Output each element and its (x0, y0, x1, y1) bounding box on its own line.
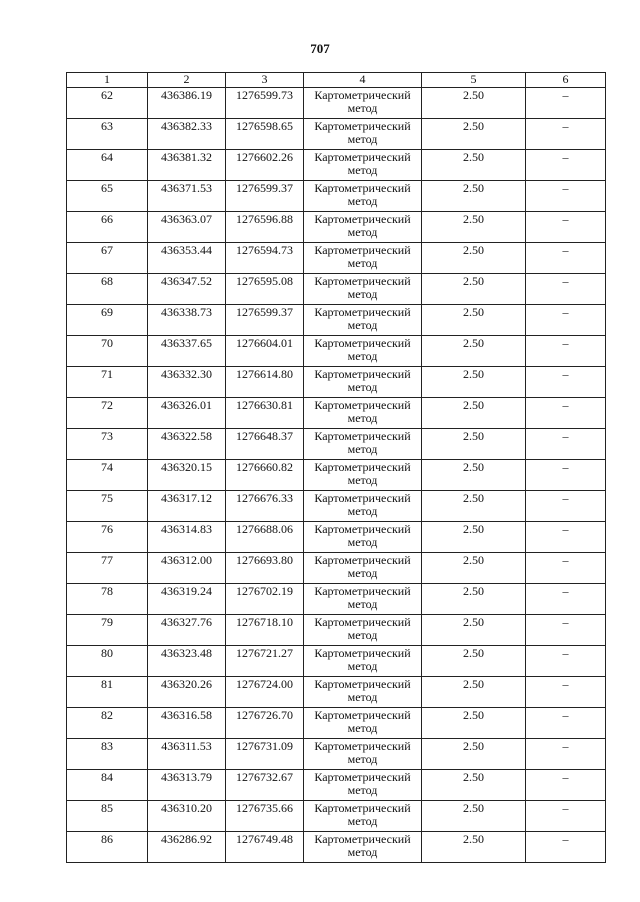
column-header-5: 5 (422, 73, 526, 88)
method-line-2: метод (347, 194, 378, 208)
column-header-1: 1 (67, 73, 148, 88)
note-cell: – (526, 243, 606, 274)
point-number-cell: 76 (67, 522, 148, 553)
method-cell (304, 801, 422, 832)
x-coordinate-cell: 436332.30 (148, 367, 226, 398)
note-cell: – (526, 367, 606, 398)
y-coordinate-cell: 1276596.88 (226, 212, 304, 243)
note-cell: – (526, 305, 606, 336)
y-coordinate-cell: 1276735.66 (226, 801, 304, 832)
method-line-1: Картометрический (314, 119, 411, 133)
error-cell: 2.50 (422, 150, 526, 181)
x-coordinate-cell: 436326.01 (148, 398, 226, 429)
point-number-cell: 73 (67, 429, 148, 460)
x-coordinate-cell: 436363.07 (148, 212, 226, 243)
note-cell: – (526, 460, 606, 491)
x-coordinate-cell: 436316.58 (148, 708, 226, 739)
method-line-1: Картометрический (314, 460, 411, 474)
table-row (67, 119, 606, 150)
method-cell (304, 553, 422, 584)
column-header-3: 3 (226, 73, 304, 88)
error-cell: 2.50 (422, 429, 526, 460)
error-cell: 2.50 (422, 832, 526, 863)
method-line-1: Картометрический (314, 491, 411, 505)
x-coordinate-cell: 436353.44 (148, 243, 226, 274)
method-line-1: Картометрический (314, 88, 411, 102)
point-number-cell: 75 (67, 491, 148, 522)
y-coordinate-cell: 1276660.82 (226, 460, 304, 491)
method-line-2: метод (347, 628, 378, 642)
column-header-4: 4 (304, 73, 422, 88)
x-coordinate-cell: 436311.53 (148, 739, 226, 770)
error-cell: 2.50 (422, 584, 526, 615)
method-line-1: Картометрический (314, 274, 411, 288)
point-number-cell: 83 (67, 739, 148, 770)
method-line-1: Картометрический (314, 584, 411, 598)
method-line-1: Картометрический (314, 429, 411, 443)
point-number-cell: 72 (67, 398, 148, 429)
note-cell: – (526, 119, 606, 150)
method-line-1: Картометрический (314, 522, 411, 536)
method-line-2: метод (347, 659, 378, 673)
point-number-cell: 69 (67, 305, 148, 336)
y-coordinate-cell: 1276702.19 (226, 584, 304, 615)
method-line-1: Картометрический (314, 212, 411, 226)
method-cell (304, 243, 422, 274)
error-cell: 2.50 (422, 212, 526, 243)
error-cell: 2.50 (422, 181, 526, 212)
x-coordinate-cell: 436317.12 (148, 491, 226, 522)
method-cell (304, 88, 422, 119)
point-number-cell: 65 (67, 181, 148, 212)
column-header-2: 2 (148, 73, 226, 88)
y-coordinate-cell: 1276614.80 (226, 367, 304, 398)
table-row (67, 615, 606, 646)
point-number-cell: 78 (67, 584, 148, 615)
error-cell: 2.50 (422, 398, 526, 429)
point-number-cell: 81 (67, 677, 148, 708)
note-cell: – (526, 181, 606, 212)
method-line-2: метод (347, 101, 378, 115)
y-coordinate-cell: 1276630.81 (226, 398, 304, 429)
x-coordinate-cell: 436320.26 (148, 677, 226, 708)
y-coordinate-cell: 1276604.01 (226, 336, 304, 367)
method-line-1: Картометрический (314, 398, 411, 412)
method-line-1: Картометрический (314, 181, 411, 195)
note-cell: – (526, 801, 606, 832)
method-line-2: метод (347, 783, 378, 797)
method-cell (304, 429, 422, 460)
method-line-2: метод (347, 566, 378, 580)
x-coordinate-cell: 436322.58 (148, 429, 226, 460)
note-cell: – (526, 336, 606, 367)
method-cell (304, 739, 422, 770)
note-cell: – (526, 739, 606, 770)
y-coordinate-cell: 1276726.70 (226, 708, 304, 739)
error-cell: 2.50 (422, 522, 526, 553)
method-line-2: метод (347, 535, 378, 549)
method-line-1: Картометрический (314, 646, 411, 660)
method-line-2: метод (347, 814, 378, 828)
y-coordinate-cell: 1276724.00 (226, 677, 304, 708)
method-cell (304, 646, 422, 677)
table-row (67, 398, 606, 429)
method-line-2: метод (347, 845, 378, 859)
point-number-cell: 77 (67, 553, 148, 584)
method-cell (304, 305, 422, 336)
table-row (67, 274, 606, 305)
note-cell: – (526, 708, 606, 739)
note-cell: – (526, 615, 606, 646)
x-coordinate-cell: 436327.76 (148, 615, 226, 646)
method-line-2: метод (347, 473, 378, 487)
y-coordinate-cell: 1276599.37 (226, 181, 304, 212)
error-cell: 2.50 (422, 367, 526, 398)
page-number: 707 (310, 41, 330, 56)
error-cell: 2.50 (422, 708, 526, 739)
method-cell (304, 770, 422, 801)
method-line-2: метод (347, 752, 378, 766)
method-cell (304, 677, 422, 708)
note-cell: – (526, 770, 606, 801)
point-number-cell: 64 (67, 150, 148, 181)
method-cell (304, 708, 422, 739)
y-coordinate-cell: 1276676.33 (226, 491, 304, 522)
point-number-cell: 79 (67, 615, 148, 646)
table-row (67, 708, 606, 739)
y-coordinate-cell: 1276594.73 (226, 243, 304, 274)
table-row (67, 429, 606, 460)
method-line-2: метод (347, 721, 378, 735)
method-line-1: Картометрический (314, 801, 411, 815)
method-cell (304, 274, 422, 305)
x-coordinate-cell: 436313.79 (148, 770, 226, 801)
table-row (67, 212, 606, 243)
table-row (67, 367, 606, 398)
y-coordinate-cell: 1276693.80 (226, 553, 304, 584)
note-cell: – (526, 212, 606, 243)
note-cell: – (526, 150, 606, 181)
point-number-cell: 66 (67, 212, 148, 243)
method-cell (304, 522, 422, 553)
x-coordinate-cell: 436337.65 (148, 336, 226, 367)
header-row (67, 73, 606, 88)
note-cell: – (526, 398, 606, 429)
method-cell (304, 181, 422, 212)
x-coordinate-cell: 436323.48 (148, 646, 226, 677)
x-coordinate-cell: 436310.20 (148, 801, 226, 832)
method-line-1: Картометрический (314, 305, 411, 319)
table-row (67, 491, 606, 522)
y-coordinate-cell: 1276718.10 (226, 615, 304, 646)
method-line-2: метод (347, 597, 378, 611)
table-row (67, 305, 606, 336)
method-line-2: метод (347, 163, 378, 177)
error-cell: 2.50 (422, 770, 526, 801)
method-line-2: метод (347, 504, 378, 518)
error-cell: 2.50 (422, 553, 526, 584)
method-line-1: Картометрический (314, 336, 411, 350)
error-cell: 2.50 (422, 336, 526, 367)
x-coordinate-cell: 436286.92 (148, 832, 226, 863)
table-row (67, 522, 606, 553)
method-cell (304, 615, 422, 646)
error-cell: 2.50 (422, 305, 526, 336)
y-coordinate-cell: 1276599.73 (226, 88, 304, 119)
note-cell: – (526, 677, 606, 708)
method-cell (304, 367, 422, 398)
point-number-cell: 80 (67, 646, 148, 677)
x-coordinate-cell: 436382.33 (148, 119, 226, 150)
method-line-2: метод (347, 225, 378, 239)
point-number-cell: 84 (67, 770, 148, 801)
y-coordinate-cell: 1276732.67 (226, 770, 304, 801)
method-line-2: метод (347, 287, 378, 301)
coordinates-table (66, 72, 606, 863)
method-cell (304, 119, 422, 150)
method-cell (304, 336, 422, 367)
error-cell: 2.50 (422, 739, 526, 770)
method-line-2: метод (347, 380, 378, 394)
x-coordinate-cell: 436320.15 (148, 460, 226, 491)
x-coordinate-cell: 436371.53 (148, 181, 226, 212)
table-row (67, 336, 606, 367)
x-coordinate-cell: 436338.73 (148, 305, 226, 336)
point-number-cell: 86 (67, 832, 148, 863)
point-number-cell: 62 (67, 88, 148, 119)
error-cell: 2.50 (422, 460, 526, 491)
table-row (67, 646, 606, 677)
method-cell (304, 398, 422, 429)
point-number-cell: 85 (67, 801, 148, 832)
method-cell (304, 150, 422, 181)
table-row (67, 584, 606, 615)
error-cell: 2.50 (422, 615, 526, 646)
column-header-6: 6 (526, 73, 606, 88)
point-number-cell: 63 (67, 119, 148, 150)
method-cell (304, 832, 422, 863)
method-line-1: Картометрический (314, 553, 411, 567)
table-row (67, 150, 606, 181)
error-cell: 2.50 (422, 646, 526, 677)
y-coordinate-cell: 1276721.27 (226, 646, 304, 677)
method-line-1: Картометрический (314, 243, 411, 257)
method-cell (304, 491, 422, 522)
point-number-cell: 70 (67, 336, 148, 367)
note-cell: – (526, 832, 606, 863)
error-cell: 2.50 (422, 491, 526, 522)
error-cell: 2.50 (422, 274, 526, 305)
error-cell: 2.50 (422, 801, 526, 832)
method-line-2: метод (347, 318, 378, 332)
method-line-1: Картометрический (314, 615, 411, 629)
method-line-2: метод (347, 411, 378, 425)
error-cell: 2.50 (422, 677, 526, 708)
note-cell: – (526, 522, 606, 553)
x-coordinate-cell: 436312.00 (148, 553, 226, 584)
table-row (67, 832, 606, 863)
note-cell: – (526, 274, 606, 305)
method-line-2: метод (347, 442, 378, 456)
table-row (67, 88, 606, 119)
note-cell: – (526, 88, 606, 119)
method-line-2: метод (347, 132, 378, 146)
x-coordinate-cell: 436347.52 (148, 274, 226, 305)
y-coordinate-cell: 1276648.37 (226, 429, 304, 460)
method-line-1: Картометрический (314, 832, 411, 846)
table-row (67, 243, 606, 274)
point-number-cell: 82 (67, 708, 148, 739)
method-line-1: Картометрический (314, 770, 411, 784)
note-cell: – (526, 491, 606, 522)
y-coordinate-cell: 1276595.08 (226, 274, 304, 305)
table-row (67, 739, 606, 770)
point-number-cell: 74 (67, 460, 148, 491)
method-cell (304, 584, 422, 615)
y-coordinate-cell: 1276731.09 (226, 739, 304, 770)
y-coordinate-cell: 1276688.06 (226, 522, 304, 553)
y-coordinate-cell: 1276598.65 (226, 119, 304, 150)
note-cell: – (526, 429, 606, 460)
x-coordinate-cell: 436386.19 (148, 88, 226, 119)
x-coordinate-cell: 436314.83 (148, 522, 226, 553)
method-line-2: метод (347, 349, 378, 363)
error-cell: 2.50 (422, 88, 526, 119)
table-row (67, 801, 606, 832)
x-coordinate-cell: 436381.32 (148, 150, 226, 181)
note-cell: – (526, 584, 606, 615)
method-line-2: метод (347, 256, 378, 270)
note-cell: – (526, 553, 606, 584)
method-line-2: метод (347, 690, 378, 704)
table-row (67, 181, 606, 212)
table-row (67, 677, 606, 708)
method-line-1: Картометрический (314, 708, 411, 722)
y-coordinate-cell: 1276599.37 (226, 305, 304, 336)
table-row (67, 460, 606, 491)
method-line-1: Картометрический (314, 150, 411, 164)
x-coordinate-cell: 436319.24 (148, 584, 226, 615)
table-row (67, 553, 606, 584)
error-cell: 2.50 (422, 243, 526, 274)
method-line-1: Картометрический (314, 367, 411, 381)
method-line-1: Картометрический (314, 739, 411, 753)
point-number-cell: 67 (67, 243, 148, 274)
note-cell: – (526, 646, 606, 677)
method-cell (304, 212, 422, 243)
table-row (67, 770, 606, 801)
point-number-cell: 71 (67, 367, 148, 398)
y-coordinate-cell: 1276749.48 (226, 832, 304, 863)
error-cell: 2.50 (422, 119, 526, 150)
method-cell (304, 460, 422, 491)
y-coordinate-cell: 1276602.26 (226, 150, 304, 181)
point-number-cell: 68 (67, 274, 148, 305)
method-line-1: Картометрический (314, 677, 411, 691)
